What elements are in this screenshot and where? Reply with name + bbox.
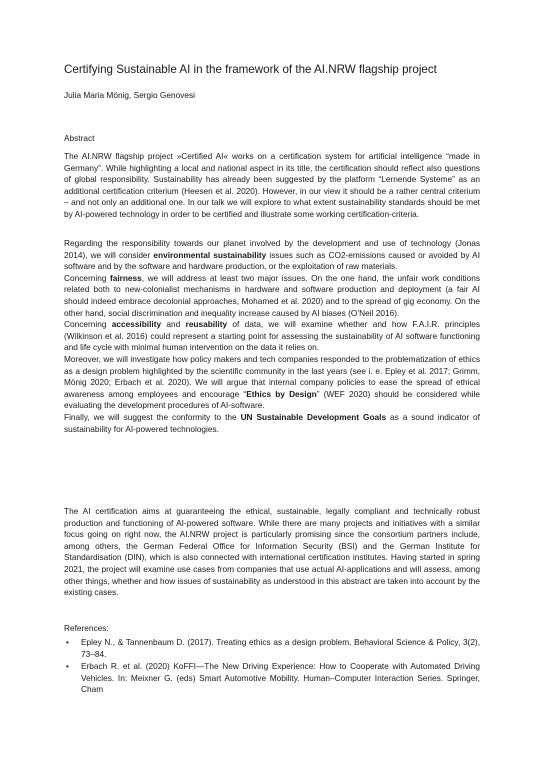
emphasis-reusability: reusability	[185, 319, 228, 330]
bullet-icon: •	[66, 661, 69, 672]
paragraph-environment	[64, 238, 480, 273]
body-section	[64, 238, 480, 435]
text: issues such as CO2-emissions caused or avoided by AI software and by the software and hardware production, or the exploitation of raw materials.	[64, 249, 481, 272]
emphasis-sdg: UN Sustainable Development Goals	[240, 411, 387, 422]
reference-item	[64, 661, 480, 696]
paragraph-certification: The AI certification aims at guaranteeing the ethical, sustainable, legally compliant and technically robust production and functioning of AI-powered software. While there are many projects and initiatives with a similar focus going on right now, the AI.NRW project is particularly promising since the consortium partners include, among others, the German Federal Office for Information Security (BSI) and the German Institute for Standardisation (DIN), which is also connected with international certification institutes. Having started in spring 2021, the project will examine use cases from companies that use actual AI-applications and will assess, among other things, whether and how issues of sustainability as understood in this abstract are taken into account by the existing cases.	[64, 506, 480, 598]
reference-text: Epley N., & Tannenbaum D. (2017). Treating ethics as a design problem. Behavioral Science & Policy, 3(2), 73–84.	[81, 637, 480, 659]
emphasis-accessibility: accessibility	[111, 319, 162, 330]
text: of data, we will examine whether and how F.A.I.R. principles (Wilkinson et al. 2016) could represent a starting point for assessing the sustainability of AI software functioning and life cycle with minimal human intervention on the data it relies on.	[64, 319, 480, 353]
paragraph-accessibility	[64, 319, 480, 354]
reference-text: Erbach R. et al. (2020) KoFFI—The New Driving Experience: How to Cooperate with Automated Driving Vehicles. In: Meixner G. (eds) Smart Automotive Mobility. Human–Computer Interaction Series. Springer, Cham	[81, 661, 480, 695]
text: Concerning	[64, 319, 112, 330]
certification-paragraph	[64, 506, 480, 599]
text: Finally, we will suggest the conformity to the	[64, 411, 241, 422]
bullet-icon: •	[66, 637, 69, 647]
reference-item	[64, 637, 480, 660]
paragraph-fairness	[64, 273, 480, 319]
paragraph-ethics-by-design	[64, 354, 480, 412]
text: and	[161, 319, 186, 330]
paper-title: Certifying Sustainable AI in the framework of the AI.NRW flagship project	[64, 63, 437, 76]
abstract-paragraph	[64, 151, 480, 221]
emphasis-ethics-by-design: Ethics by Design	[246, 388, 317, 399]
text: ” (WEF 2020) should be considered while evaluating the development procedures of AI-software.	[64, 388, 480, 411]
paragraph-sdg	[64, 412, 480, 435]
text: as a sound indicator of sustainability for AI-powered technologies.	[64, 411, 480, 434]
reference-list	[64, 637, 480, 697]
text: Moreover, we will investigate how policy makers and tech companies responded to the problematization of ethics as a design problem highlighted by the scientific community in the last years (see i. e. Epley et al. 2017; Grimm, Mönig 2020; Erbach et al. 2020). We will argue that internal company policies to ease the spread of ethical awareness among employees and encourage “	[64, 353, 480, 399]
author-list: Julia Maria Mönig, Sergio Genovesi	[64, 90, 195, 100]
references-heading: References:	[64, 623, 109, 633]
emphasis-fairness: fairness	[109, 272, 142, 283]
text: Regarding the responsibility towards our planet involved by the development and use of technology (Jonas 2014), we will consider	[64, 238, 480, 260]
abstract-heading: Abstract	[64, 133, 95, 143]
abstract-text: The AI.NRW flagship project »Certified AI« works on a certification system for artificial intelligence “made in Germany”. While highlighting a local and national aspect in its title, the certification should reflect also questions of global responsibility. Sustainability has already been suggested by the platform “Lernende Systeme” as an additional certification criterium (Heesen et al. 2020). However, in our view it should be a rather central criterium – and not only an additional one. In our talk we will explore to what extent sustainability standards should be met by AI-powered technology in order to be certified and illustrate some working certification-criteria.	[64, 151, 480, 219]
text: , we will address at least two major issues. On the one hand, the unfair work conditions related both to new-colonialist mechanisms in hardware and software production and deployment (a fair AI should indeed embrace decolonial approaches, Mohamed et al. 2020) and to the spread of gig economy. On the other hand, social discrimination and inequality increase caused by AI biases (O’Neil 2016).	[64, 272, 480, 318]
emphasis-environmental-sustainability: environmental sustainability	[153, 249, 267, 260]
text: Concerning	[64, 272, 110, 283]
